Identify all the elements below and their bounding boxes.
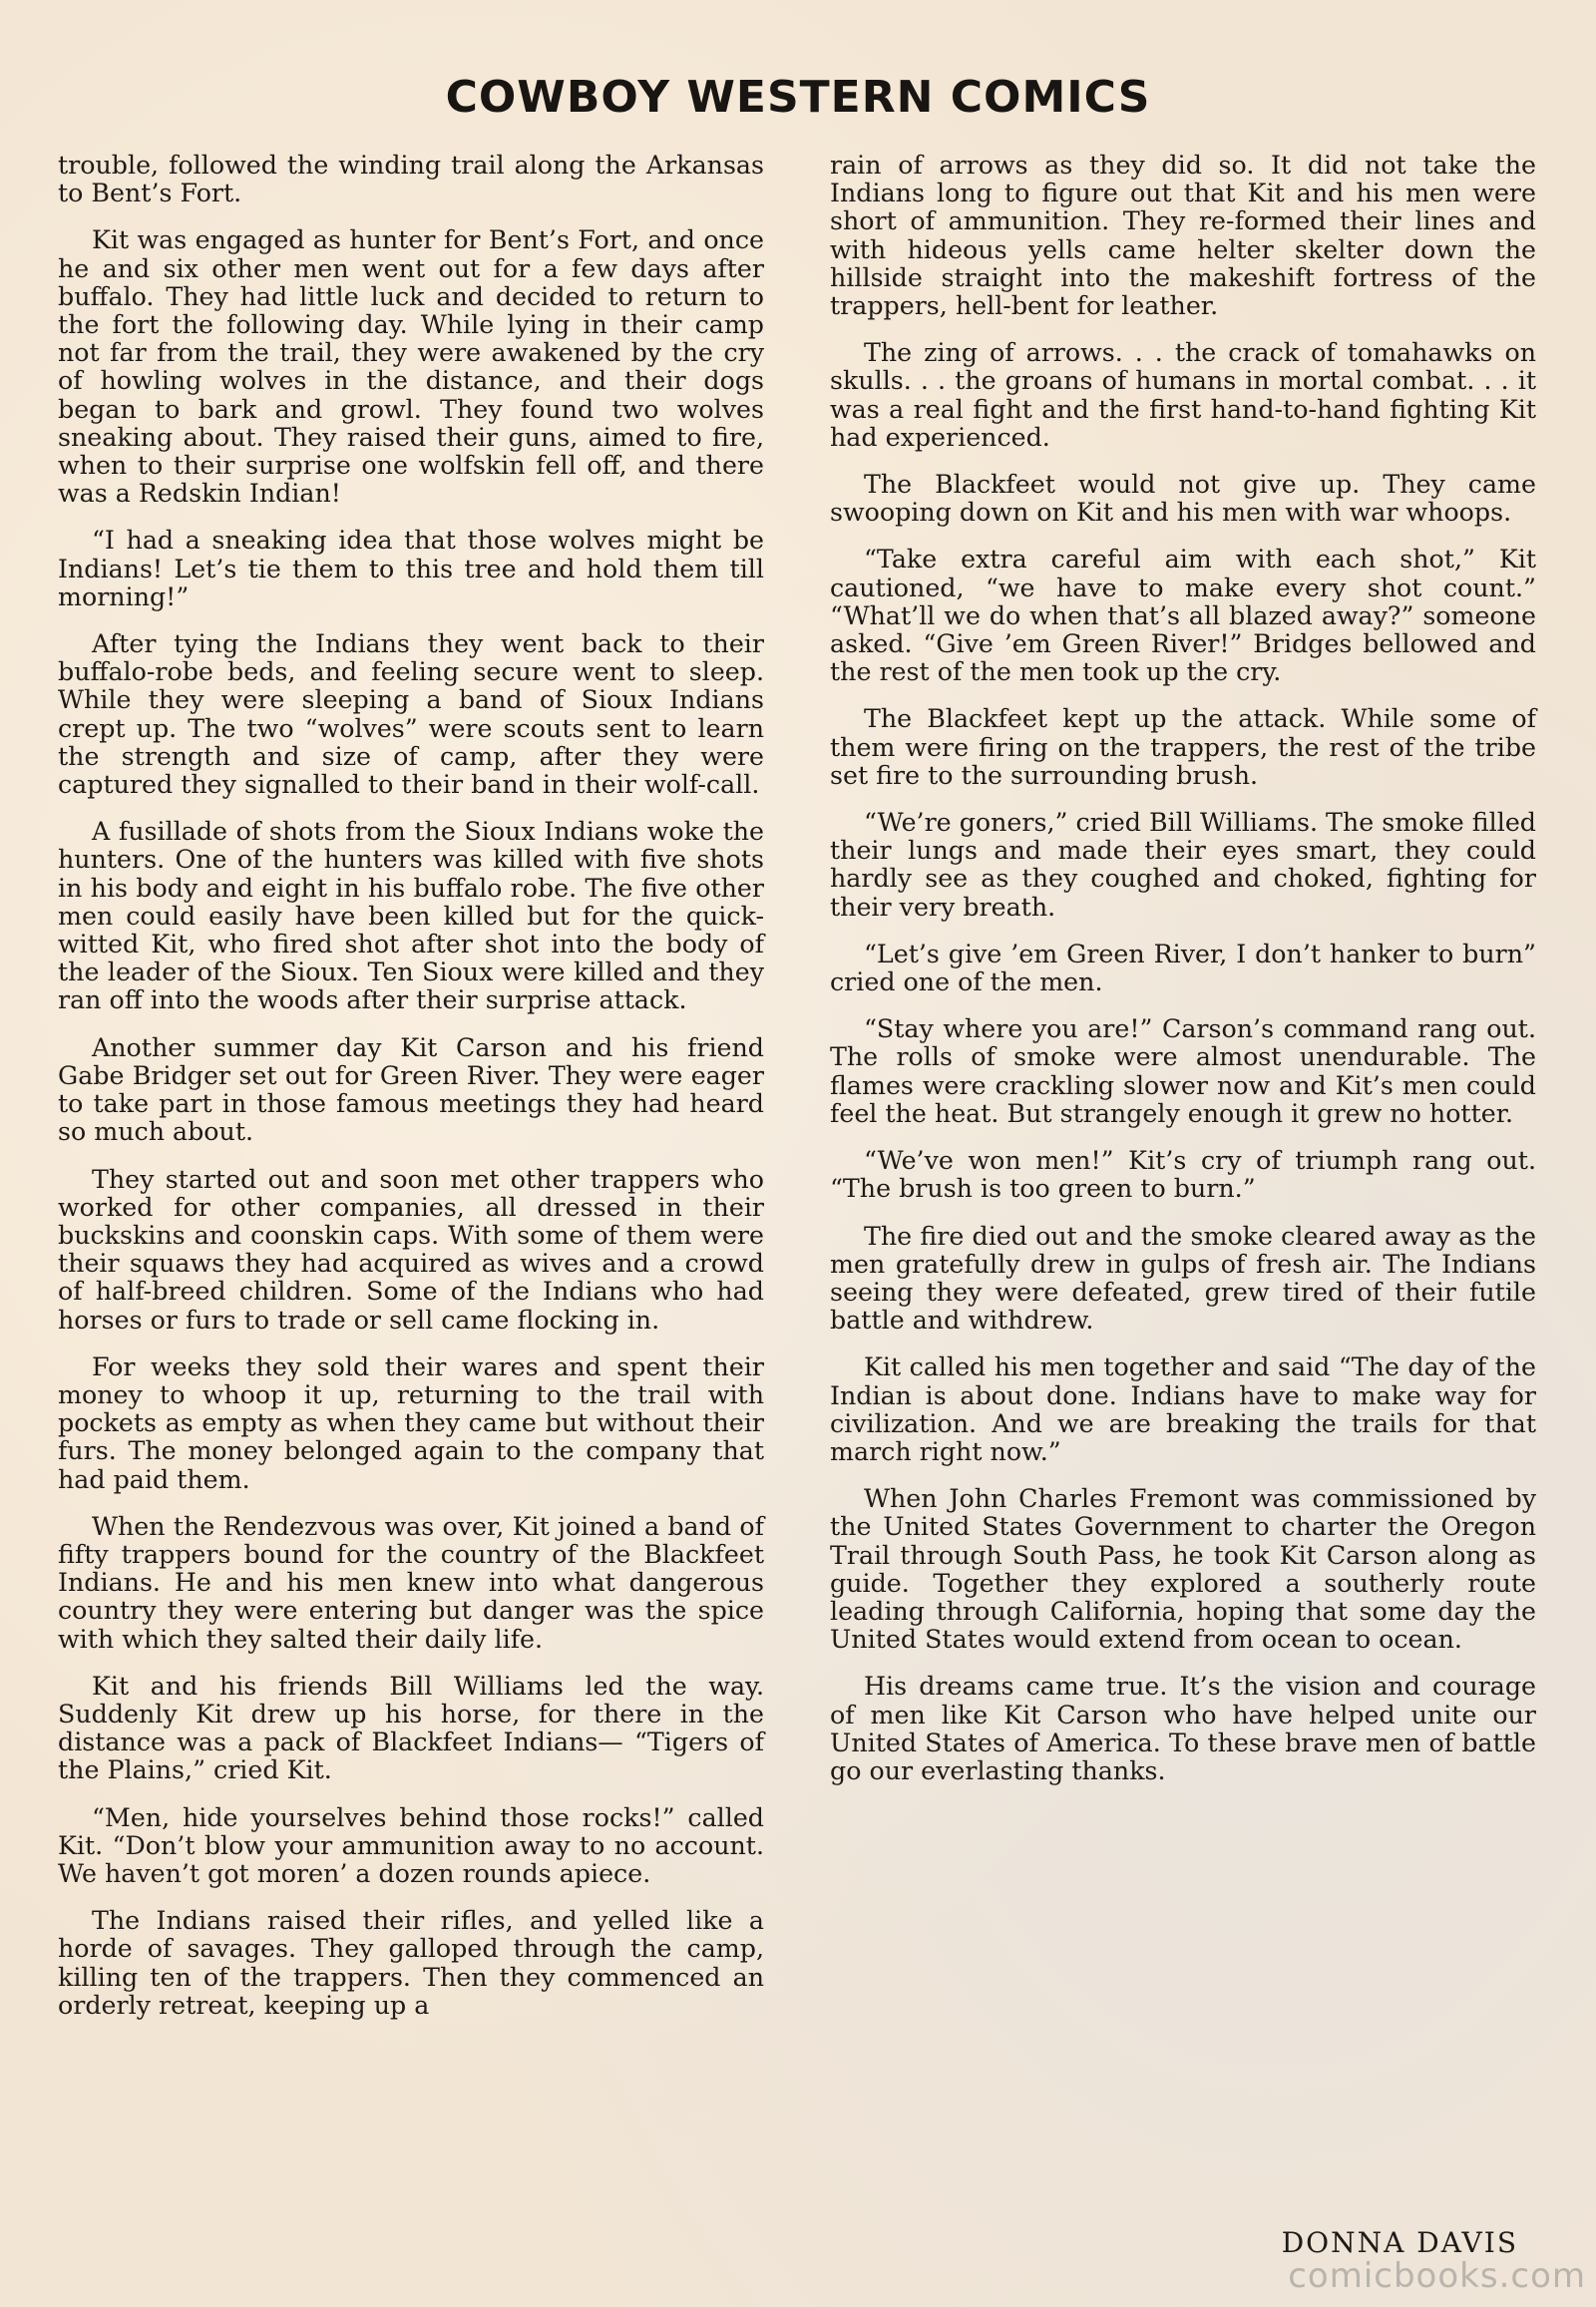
paragraph: “We’re goners,” cried Bill Williams. The smoke filled their lungs and made their eyes smart, they could hardly see as they coughed and choked, fighting for their very breath.	[830, 808, 1536, 922]
right-text-column	[830, 152, 1536, 1804]
page-title: COWBOY WESTERN COMICS	[445, 72, 1151, 123]
paragraph: The zing of arrows. . . the crack of tomahawks on skulls. . . the groans of humans in mortal combat. . . it was a real fight and the first hand-to-hand fighting Kit had experienced.	[830, 338, 1536, 452]
paragraph: rain of arrows as they did so. It did not take the Indians long to figure out that Kit and his men were short of ammunition. They re-formed their lines and with hideous yells came helter skelter down the hillside straight into the makeshift fortress of the trappers, hell-bent for leather.	[830, 151, 1536, 321]
author-byline: DONNA DAVIS	[1281, 2226, 1518, 2259]
paragraph: Another summer day Kit Carson and his friend Gabe Bridger set out for Green River. They were eager to take part in those famous meetings they had heard so much about.	[58, 1032, 764, 1147]
paragraph: After tying the Indians they went back to their buffalo-robe beds, and feeling secure went to sleep. While they were sleeping a band of Sioux Indians crept up. The two “wolves” were scouts sent to learn the strength and size of camp, after they were captured they signalled to their band in their wolf-call.	[58, 629, 764, 800]
paragraph: Kit and his friends Bill Williams led the way. Suddenly Kit drew up his horse, for there in the distance was a pack of Blackfeet Indians— “Tigers of the Plains,” cried Kit.	[58, 1671, 764, 1785]
paragraph: The Blackfeet would not give up. They came swooping down on Kit and his men with war whoops.	[830, 470, 1536, 528]
left-text-column	[58, 152, 764, 2039]
paragraph: trouble, followed the winding trail along the Arkansas to Bent’s Fort.	[58, 151, 764, 208]
paragraph: When John Charles Fremont was commissioned by the United States Government to charter the Oregon Trail through South Pass, he took Kit Carson along as guide. Together they explored a southerly route leading through California, hoping that some day the United States would extend from ocean to ocean.	[830, 1484, 1536, 1655]
paragraph: Kit was engaged as hunter for Bent’s Fort, and once he and six other men went out for a few days after buffalo. They had little luck and decided to return to the fort the following day. While lying in their camp not far from the trail, they were awakened by the cry of howling wolves in the distance, and their dogs began to bark and growl. They found two wolves sneaking about. They raised their guns, aimed to fire, when to their surprise one wolfskin fell off, and there was a Redskin Indian!	[58, 225, 764, 509]
paragraph: For weeks they sold their wares and spent their money to whoop it up, returning to the trail with pockets as empty as when they came but without their furs. The money belonged again to the company that had paid them.	[58, 1351, 764, 1494]
paragraph: When the Rendezvous was over, Kit joined a band of fifty trappers bound for the country of the Blackfeet Indians. He and his men knew into what dangerous country they were entering but danger was the spice with which they salted their daily life.	[58, 1511, 764, 1654]
site-watermark: comicbooks.com	[1288, 2256, 1586, 2296]
paragraph: The Indians raised their rifles, and yelled like a horde of savages. They galloped through the camp, killing ten of the trappers. Then they commenced an orderly retreat, keeping up a	[58, 1906, 764, 2020]
paragraph: “Stay where you are!” Carson’s command rang out. The rolls of smoke were almost unendurable. The flames were crackling slower now and Kit’s men could feel the heat. But strangely enough it grew no hotter.	[830, 1014, 1536, 1128]
paragraph: “Let’s give ’em Green River, I don’t hanker to burn” cried one of the men.	[830, 939, 1536, 997]
paragraph: “I had a sneaking idea that those wolves might be Indians! Let’s tie them to this tree and hold them till morning!”	[58, 526, 764, 611]
paragraph: Kit called his men together and said “The day of the Indian is about done. Indians have to make way for civilization. And we are breaking the trails for that march right now.”	[830, 1352, 1536, 1466]
paragraph: “Take extra careful aim with each shot,” Kit cautioned, “we have to make every shot count.” “What’ll we do when that’s all blazed away?” someone asked. “Give ’em Green River!” Bridges bellowed and the rest of the men took up the cry.	[830, 545, 1536, 687]
paragraph: A fusillade of shots from the Sioux Indians woke the hunters. One of the hunters was killed with five shots in his body and eight in his buffalo robe. The five other men could easily have been killed but for the quick-witted Kit, who fired shot after shot into the body of the leader of the Sioux. Ten Sioux were killed and they ran off into the woods after their surprise attack.	[58, 817, 764, 1015]
paragraph: His dreams came true. It’s the vision and courage of men like Kit Carson who have helped unite our United States of America. To these brave men of battle go our everlasting thanks.	[830, 1672, 1536, 1785]
paragraph: “We’ve won men!” Kit’s cry of triumph rang out. “The brush is too green to burn.”	[830, 1146, 1536, 1204]
paragraph: The fire died out and the smoke cleared away as the men gratefully drew in gulps of fresh air. The Indians seeing they were defeated, grew tired of their futile battle and withdrew.	[830, 1221, 1536, 1336]
paragraph: They started out and soon met other trappers who worked for other companies, all dressed in their buckskins and coonskin caps. With some of them were their squaws they had acquired as wives and a crowd of half-breed children. Some of the Indians who had horses or furs to trade or sell came flocking in.	[58, 1164, 764, 1335]
paragraph: The Blackfeet kept up the attack. While some of them were firing on the trappers, the rest of the tribe set fire to the surrounding brush.	[830, 704, 1536, 790]
paragraph: “Men, hide yourselves behind those rocks!” called Kit. “Don’t blow your ammunition away to no account. We haven’t got moren’ a dozen rounds apiece.	[58, 1802, 764, 1888]
